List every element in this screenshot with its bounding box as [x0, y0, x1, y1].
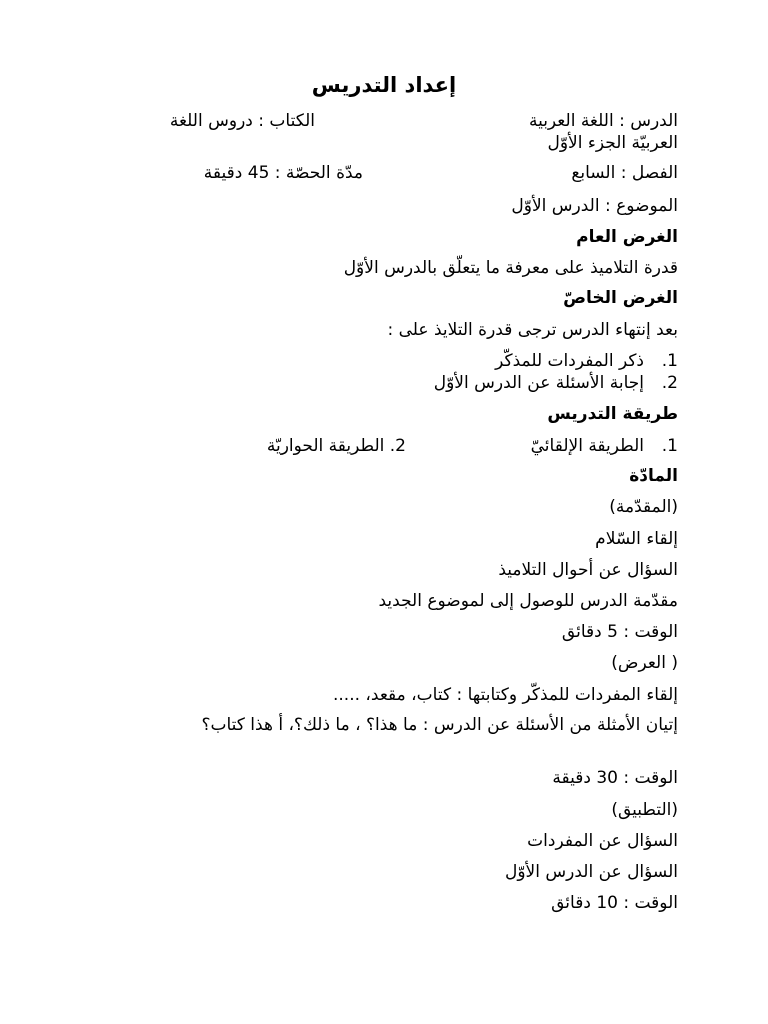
book-field: الكتاب : دروس اللغة: [169, 111, 315, 131]
teaching-method-item: [531, 435, 678, 457]
specific-goal-intro: بعد إنتهاء الدرس ترجى قدرة التلايذ على :: [387, 320, 678, 340]
specific-goal-item: [495, 350, 678, 372]
list-item: الوقت : 30 دقيقة: [552, 768, 678, 788]
list-item: السؤال عن الدرس الأوّل: [505, 862, 678, 882]
list-item: إتيان الأمثلة من الأسئلة عن الدرس : ما هذا؟ ، ما ذلك؟، أ هذا كتاب؟: [201, 715, 678, 735]
general-goal-heading: الغرض العام: [576, 227, 678, 247]
book-field-continued: العربيّة الجزء الأوّل: [547, 133, 678, 153]
list-item-text: الطريقة الإلقائيّ: [530, 436, 644, 456]
list-item: إلقاء المفردات للمذكّر وكتابتها : كتاب، مقعد، .....: [333, 685, 678, 705]
specific-goal-item: [434, 372, 678, 394]
chapter-field: الفصل : السابع: [571, 163, 678, 183]
specific-goal-heading: الغرض الخاصّ: [563, 288, 678, 308]
lesson-field: الدرس : اللغة العربية: [528, 111, 678, 131]
material-heading: المادّة: [629, 466, 678, 486]
introduction-heading: (المقدّمة): [609, 497, 678, 517]
list-item-text: إجابة الأسئلة عن الدرس الأوّل: [433, 373, 644, 393]
list-item: الوقت : 10 دقائق: [551, 893, 678, 913]
list-item: السؤال عن المفردات: [527, 831, 678, 851]
general-goal-text: قدرة التلاميذ على معرفة ما يتعلّق بالدرس الأوّل: [343, 258, 678, 278]
list-item-text: ذكر المفردات للمذكّر: [495, 351, 644, 371]
list-item: إلقاء السّلام: [595, 529, 678, 549]
document-title: إعداد التدريس: [311, 73, 457, 97]
list-number: 2.: [661, 373, 678, 393]
list-number: 1.: [661, 351, 678, 371]
teaching-method-item: 2. الطريقة الحواريّة: [266, 436, 406, 456]
presentation-heading: ( العرض): [611, 653, 678, 673]
list-number: 1.: [661, 436, 678, 456]
duration-field: مدّة الحصّة : 45 دقيقة: [203, 163, 363, 183]
topic-field: الموضوع : الدرس الأوّل: [511, 196, 678, 216]
list-item: السؤال عن أحوال التلاميذ: [498, 560, 678, 580]
list-item: مقدّمة الدرس للوصول إلى لموضوع الجديد: [378, 591, 678, 611]
list-item: الوقت : 5 دقائق: [561, 622, 678, 642]
application-heading: (التطبيق): [611, 800, 678, 820]
teaching-method-heading: طريقة التدريس: [547, 404, 678, 424]
